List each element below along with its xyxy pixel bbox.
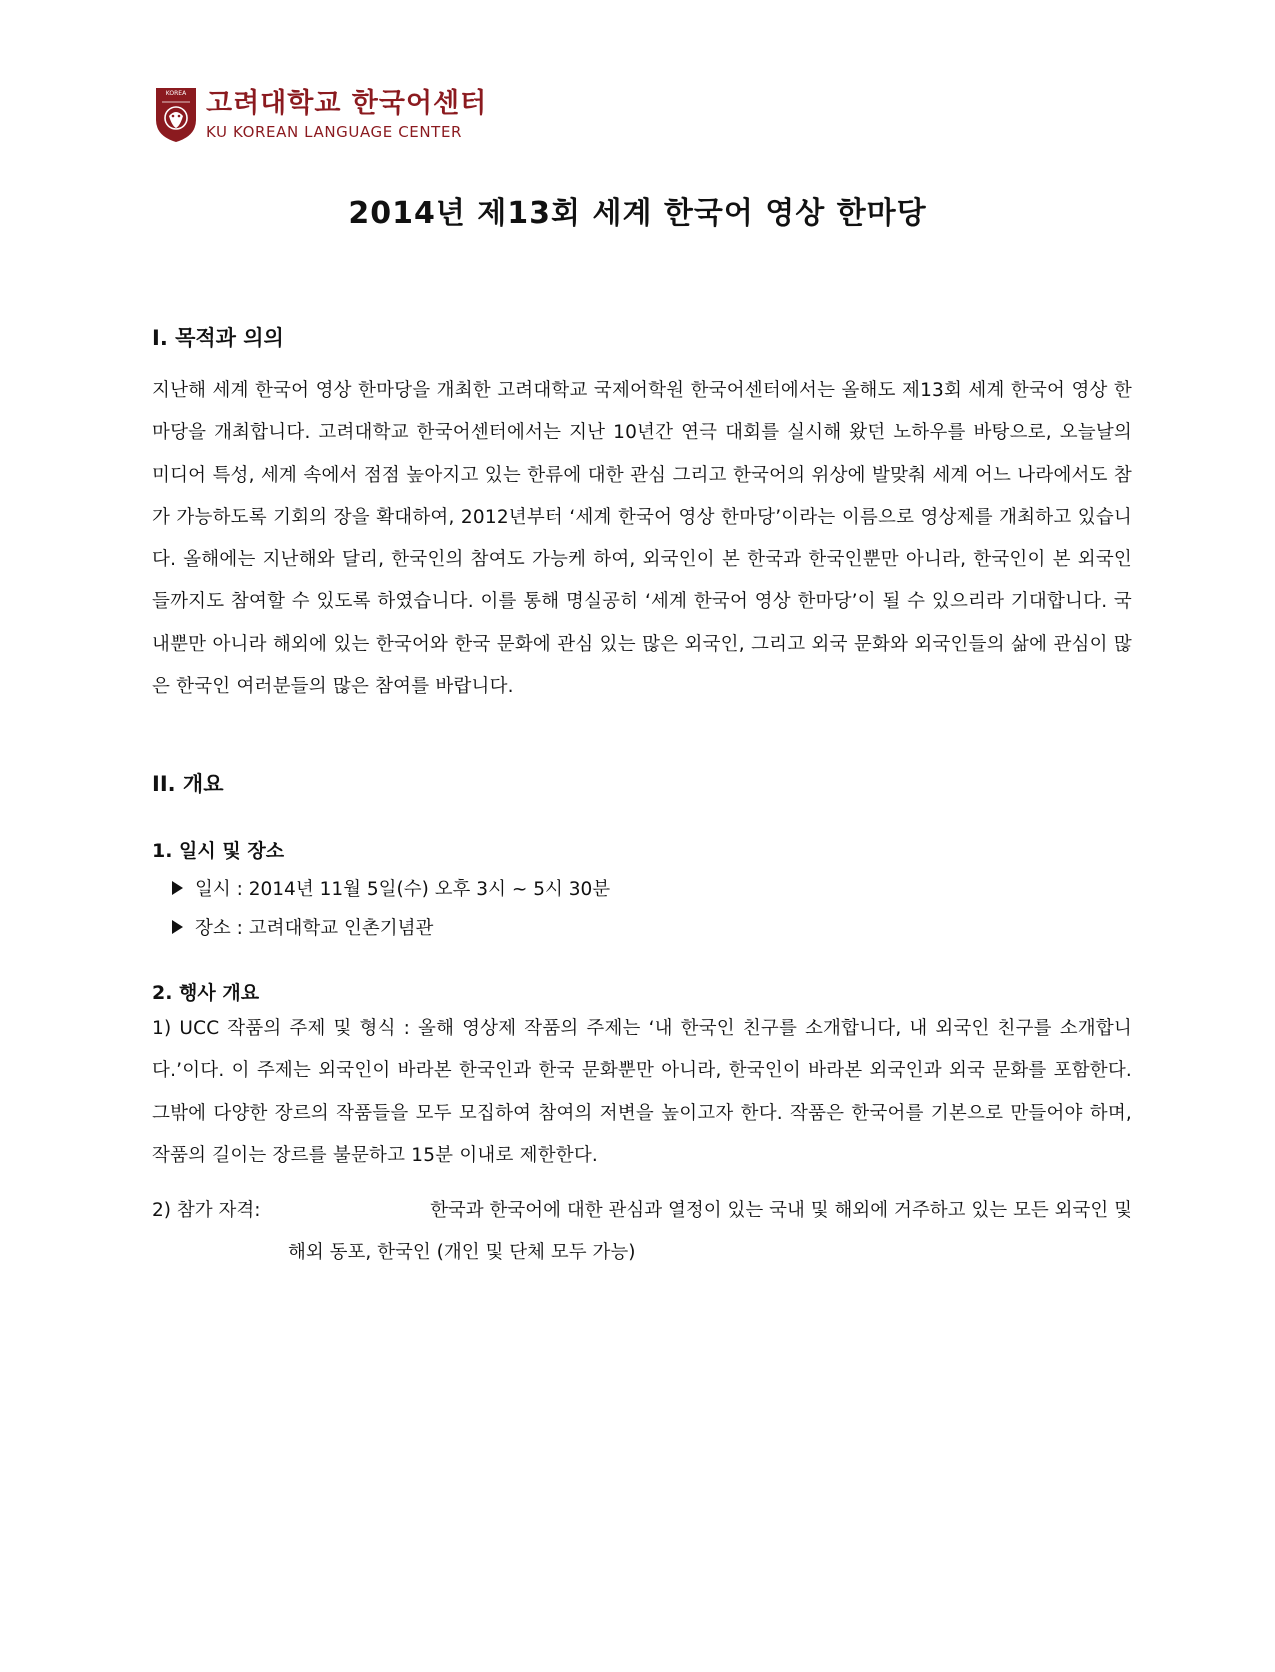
date-text: 일시 : 2014년 11월 5일(수) 오후 3시 ~ 5시 30분 — [195, 879, 611, 900]
subheading-event-overview: 2. 행사 개요 — [152, 982, 260, 1004]
bullet-place — [172, 914, 433, 940]
section-heading-overview: II. 개요 — [152, 772, 224, 796]
subheading-datetime-place: 1. 일시 및 장소 — [152, 840, 285, 862]
section-heading-purpose: I. 목적과 의의 — [152, 326, 284, 350]
purpose-paragraph: 지난해 세계 한국어 영상 한마당을 개최한 고려대학교 국제어학원 한국어센터에서는 올해도 제13회 세계 한국어 영상 한마당을 개최합니다. 고려대학교 한국어센터에서는 지난 10년간 연극 대회를 실시해 왔던 노하우를 바탕으로, 오늘날의 미디어 특성, 세계 속에서 점점 높아지고 있는 한류에 대한 관심 그리고 한국어의 위상에 발맞춰 세계 어느 나라에서도 참가 가능하도록 기회의 장을 확대하여, 2012년부터 ‘세계 한국어 영상 한마당’이라는 이름으로 영상제를 개최하고 있습니다. 올해에는 지난해와 달리, 한국인의 참여도 가능케 하여, 외국인이 본 한국과 한국인뿐만 아니라, 한국인이 본 외국인들까지도 참여할 수 있도록 하였습니다. 이를 통해 명실공히 ‘세계 한국어 영상 한마당’이 될 수 있으리라 기대합니다. 국내뿐만 아니라 해외에 있는 한국어와 한국 문화에 관심 있는 많은 외국인, 그리고 외국 문화와 외국인들의 삶에 관심이 많은 한국인 여러분들의 많은 참여를 바랍니다. — [152, 380, 1132, 698]
eligibility-line-2: 해외 동포, 한국인 (개인 및 단체 모두 가능) — [288, 1242, 636, 1263]
eligibility-label: 2) 참가 자격: — [152, 1200, 261, 1221]
page-title: 2014년 제13회 세계 한국어 영상 한마당 — [348, 196, 927, 231]
triangle-bullet-icon — [172, 881, 183, 895]
crest-text: KOREA — [165, 90, 187, 97]
logo-korean-name: 고려대학교 한국어센터 — [206, 88, 488, 119]
eligibility-item — [152, 1190, 1132, 1274]
triangle-bullet-icon — [172, 920, 183, 934]
place-text: 장소 : 고려대학교 인촌기념관 — [195, 918, 434, 939]
bullet-date — [172, 875, 610, 901]
eligibility-line-1: 한국과 한국어에 대한 관심과 열정이 있는 국내 및 해외에 거주하고 있는 모든 외국인 및 — [430, 1200, 1132, 1221]
ucc-theme-paragraph: 1) UCC 작품의 주제 및 형식 : 올해 영상제 작품의 주제는 ‘내 한국인 친구를 소개합니다, 내 외국인 친구를 소개합니다.’이다. 이 주제는 외국인이 바라본 한국인과 한국 문화뿐만 아니라, 한국인이 바라본 외국인과 외국 문화를 포함한다. 그밖에 다양한 장르의 작품들을 모두 모집하여 참여의 저변을 높이고자 한다. 작품은 한국어를 기본으로 만들어야 하며, 작품의 길이는 장르를 불문하고 15분 이내로 제한한다. — [152, 1018, 1132, 1166]
ku-logo — [154, 86, 487, 144]
logo-english-name: KU KOREAN LANGUAGE CENTER — [206, 123, 463, 141]
tiger-crest-icon — [154, 86, 198, 144]
